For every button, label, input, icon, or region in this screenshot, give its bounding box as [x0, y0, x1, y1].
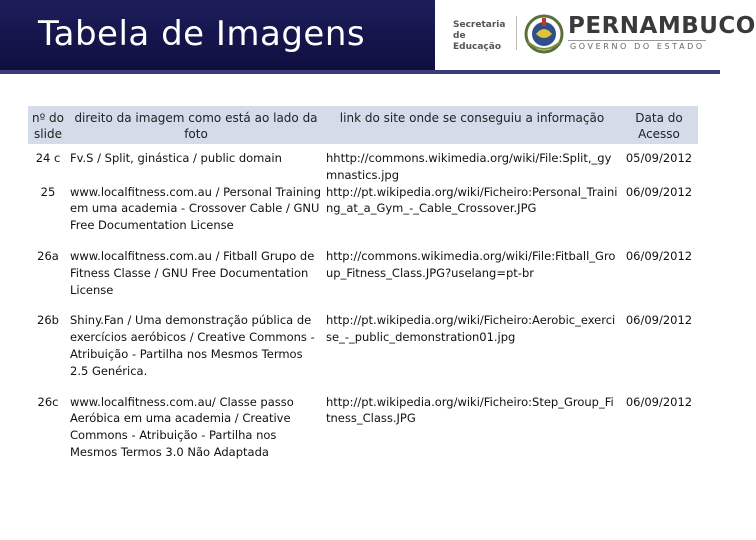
col-header-date: Data do Acesso — [635, 111, 683, 141]
col-header-link: link do site onde se conseguiu a informação — [339, 111, 605, 125]
cell-rights: Fv.S / Split, ginástica / public domain — [70, 151, 282, 165]
secretaria-line1: Secretaria de — [453, 20, 506, 41]
secretaria-line2: Educação — [453, 42, 501, 52]
slide-title: Tabela de Imagens — [38, 14, 366, 54]
table-row — [28, 184, 698, 248]
cell-rights: www.localfitness.com.au / Personal Training em uma academia - Crossover Cable / GNU Free Documentation License — [70, 184, 322, 233]
table-row — [28, 394, 698, 461]
cell-rights: www.localfitness.com.au/ Classe passo Aeróbica em uma academia / Creative Commons - Atribuição - Partilha nos Mesmos Termos 3.0 Não Adaptada — [70, 394, 294, 459]
header-underline — [0, 70, 720, 74]
logo-divider — [516, 16, 517, 50]
cell-rights: www.localfitness.com.au / Fitball Grupo de Fitness Classe / GNU Free Documentation License — [70, 248, 315, 297]
col-header-rights: direito da imagem como está ao lado da foto — [74, 111, 318, 141]
cell-link[interactable]: hhttp://commons.wikimedia.org/wiki/File:Split,_gymnastics.jpg — [326, 151, 612, 182]
cell-link[interactable]: http://pt.wikipedia.org/wiki/Ficheiro:Step_Group_Fitness_Class.JPG — [326, 394, 614, 426]
cell-date: 06/09/2012 — [625, 248, 693, 263]
state-seal-icon — [524, 12, 564, 56]
cell-slide: 24 c — [35, 151, 61, 165]
cell-date: 06/09/2012 — [625, 313, 693, 328]
cell-slide: 26a — [37, 248, 59, 263]
gov-divider — [568, 40, 706, 41]
cell-slide: 25 — [40, 184, 56, 199]
cell-slide: 26c — [37, 394, 59, 409]
col-header-slide: nº do slide — [31, 111, 65, 141]
secretaria-label — [453, 20, 515, 53]
slide-header — [0, 0, 756, 70]
table-row — [28, 150, 698, 184]
cell-link[interactable]: http://pt.wikipedia.org/wiki/Ficheiro:Personal_Training_at_a_Gym_-_Cable_Crossover.JPG — [326, 184, 618, 216]
cell-link[interactable]: http://pt.wikipedia.org/wiki/Ficheiro:Aerobic_exercise_-_public_demonstration01.jpg — [326, 313, 616, 345]
table-row — [28, 312, 698, 393]
cell-date: 05/09/2012 — [625, 151, 693, 165]
images-table — [28, 106, 698, 461]
cell-date: 06/09/2012 — [625, 184, 693, 199]
table-header-row — [28, 106, 698, 144]
cell-slide: 26b — [37, 313, 59, 328]
cell-link[interactable]: http://commons.wikimedia.org/wiki/File:Fitball_Group_Fitness_Class.JPG?uselang=pt-br — [326, 248, 616, 280]
table-row — [28, 248, 698, 312]
cell-date: 06/09/2012 — [625, 394, 693, 409]
government-label: GOVERNO DO ESTADO — [570, 42, 705, 51]
cell-rights: Shiny.Fan / Uma demonstração pública de exercícios aeróbicos / Creative Commons - Atribuição - Partilha nos Mesmos Termos 2.5 Genérica. — [70, 313, 315, 378]
state-name: PERNAMBUCO — [568, 13, 756, 39]
